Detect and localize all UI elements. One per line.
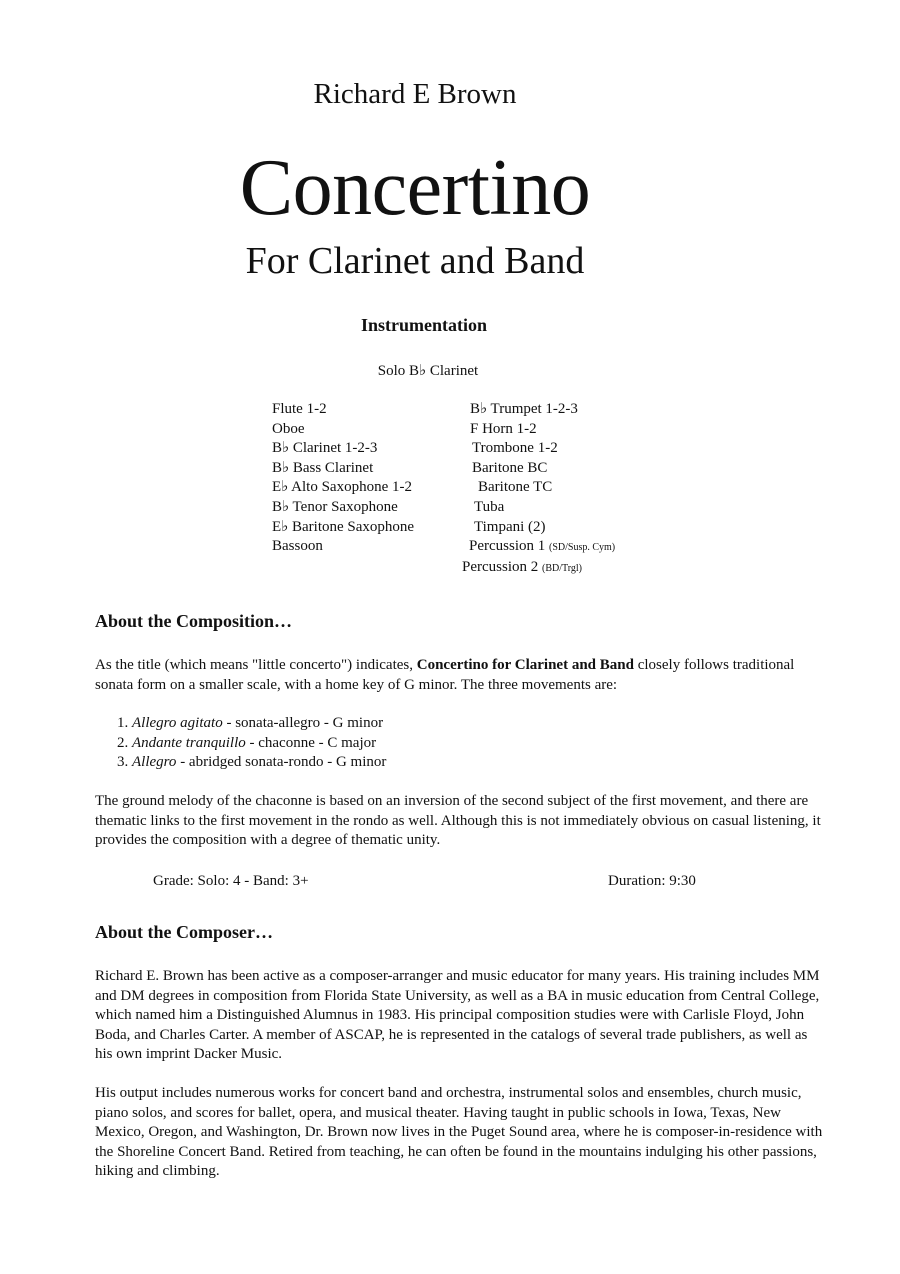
duration-info: Duration: 9:30 [608,873,696,889]
instrument-item: Bassoon [272,538,323,555]
instrument-list-woodwinds [272,400,414,557]
instrument-note: (SD/Susp. Cym) [549,542,616,554]
instrument-item: Oboe [272,420,305,437]
instrument-item [470,518,615,538]
movement-item [117,734,386,754]
about-composer-heading: About the Composer… [95,922,273,942]
page-title: Concertino [239,144,591,232]
instrument-item [462,558,615,579]
instrument-name: Timpani (2) [474,518,546,535]
instrument-item: Flute 1-2 [272,401,327,417]
instrument-item [470,478,615,498]
movement-description: - abridged sonata-rondo - G minor [176,754,387,771]
about-composition-heading: About the Composition… [95,611,293,631]
instrument-item: B♭ Bass Clarinet [272,459,374,476]
instrument-item [470,400,615,420]
work-title-bold: Concertino for Clarinet and Band [416,657,634,673]
movement-tempo: Allegro [132,754,177,771]
instrument-name: Baritone TC [478,479,553,496]
instrument-list-brass-percussion [462,400,616,578]
instrument-name: Baritone BC [472,459,548,476]
instrument-name: Trombone 1-2 [472,440,558,457]
movement-number: 2. [117,734,132,751]
intro-text: closely follows traditional sonata form on a smaller scale, with a home key of G minor. The three movements are: [95,657,795,693]
movement-description: - sonata-allegro - G minor [222,715,384,731]
page-subtitle: For Clarinet and Band [245,240,585,282]
composition-intro-paragraph [95,656,825,695]
composition-paragraph-2 [95,792,825,851]
instrument-item: B♭ Tenor Saxophone [272,498,398,515]
instrument-name: Percussion 2 [462,558,542,575]
composer-paragraph-1 [95,967,825,1065]
instrument-name: Tuba [474,498,505,515]
instrument-item [469,537,615,558]
paragraph-text: The ground melody of the chaconne is based on an inversion of the second subject of the first movement, and there are thematic links to the first movement in the rondo as well. Although this is not immediately obvious on casual listening, it provides the composition with a degree of thematic unity. [95,793,821,849]
instrument-note: (BD/Trgl) [542,562,583,574]
movement-number: 1. [117,715,132,731]
movement-number: 3. [117,754,132,771]
intro-text: As the title (which means "little concerto") indicates, [95,657,417,673]
instrument-name: F Horn 1-2 [470,420,537,437]
instrument-name: B♭ Trumpet 1-2-3 [470,401,578,417]
solo-instrument: Solo B♭ Clarinet [377,363,479,379]
movement-tempo: Andante tranquillo [132,734,246,751]
instrument-item [470,498,615,518]
composer-name: Richard E Brown [313,78,517,110]
instrument-name: Percussion 1 [469,538,549,555]
instrument-item [470,439,615,459]
movement-tempo: Allegro agitato [132,715,223,731]
instrument-item [470,459,615,479]
composer-paragraph-2 [95,1084,825,1182]
instrument-item: E♭ Alto Saxophone 1-2 [272,479,412,496]
movement-description: - chaconne - C major [245,734,377,751]
movement-item [117,714,386,734]
movement-list [117,714,386,773]
instrument-item: B♭ Clarinet 1-2-3 [272,440,378,457]
instrument-item [470,420,615,440]
instrumentation-heading: Instrumentation [360,315,487,335]
movement-item [117,753,386,773]
paragraph-text: Richard E. Brown has been active as a composer-arranger and music educator for many years. His training includes MM and DM degrees in composition from Florida State University, as well as a BA in music education from Central College, which named him a Distinguished Alumnus in 1983. His principal composition studies were with Carlisle Floyd, John Boda, and Charles Carter. A member of ASCAP, he is represented in the catalogs of several trade publishers, as well as his own imprint Dacker Music. [95,968,820,1063]
grade-info: Grade: Solo: 4 - Band: 3+ [153,873,309,889]
instrument-item: E♭ Baritone Saxophone [272,518,415,535]
paragraph-text: His output includes numerous works for concert band and orchestra, instrumental solos and ensembles, church music, piano solos, and scores for ballet, opera, and musical theater. Having taught in public schools in Iowa, Texas, New Mexico, Oregon, and Washington, Dr. Brown now lives in the Puget Sound area, where he is composer-in-residence with the Shoreline Concert Band. Retired from teaching, he can often be found in the mountains indulging his other passions, hiking and climbing. [95,1085,823,1180]
